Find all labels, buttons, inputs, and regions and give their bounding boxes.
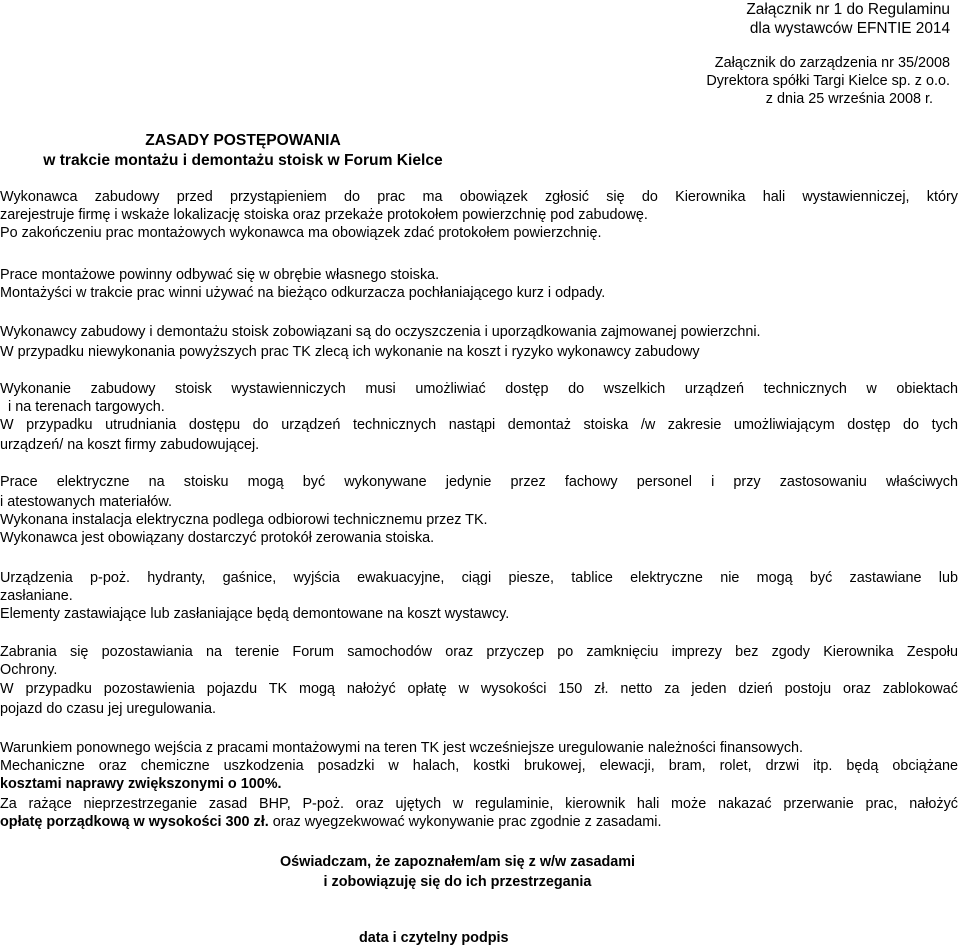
title-line-2: w trakcie montażu i demontażu stoisk w Forum Kielce: [43, 152, 443, 169]
title-line-1: ZASADY POSTĘPOWANIA: [145, 132, 341, 149]
p5-line-1: Prace elektryczne na stoisku mogą być wykonywane jedynie przez fachowy personel i przy zastosowaniu właściwych: [0, 474, 958, 490]
p5-line-3: Wykonana instalacja elektryczna podlega odbiorowi technicznemu przez TK.: [0, 512, 488, 528]
p5-line-4: Wykonawca jest obowiązany dostarczyć protokół zerowania stoiska.: [0, 530, 435, 546]
p3-line-1: Wykonawcy zabudowy i demontażu stoisk zobowiązani są do oczyszczenia i uporządkowania zajmowanej powierzchni.: [0, 324, 761, 340]
p6-line-2: zasłaniane.: [0, 588, 73, 604]
p1-line-2: zarejestruje firmę i wskaże lokalizację stoiska oraz przekaże protokołem powierzchnię pod zabudowę.: [0, 207, 648, 223]
p6-line-3: Elementy zastawiające lub zasłaniające będą demontowane na koszt wystawcy.: [0, 606, 510, 622]
annex-header: [450, 0, 950, 38]
p8-line-2: Mechaniczne oraz chemiczne uszkodzenia posadzki w halach, kostki brukowej, elewacji, bram, rolet, drzwi itp. będą obciążane: [0, 758, 958, 774]
p6-line-1: Urządzenia p-poż. hydranty, gaśnice, wyjścia ewakuacyjne, ciągi piesze, tablice elektryczne nie mogą być zastawiane lub: [0, 570, 958, 586]
annex-line-2: dla wystawców EFNTIE 2014: [749, 20, 950, 37]
p7-line-4: pojazd do czasu jej uregulowania.: [0, 701, 217, 717]
p8-line-3: kosztami naprawy zwiększonymi o 100%.: [0, 776, 282, 792]
p8-line-5-rest: oraz wyegzekwować wykonywanie prac zgodnie z zasadami.: [268, 814, 662, 830]
declaration-line-1: Oświadczam, że zapoznałem/am się z w/w zasadami: [279, 854, 636, 870]
title-lines: [0, 131, 960, 171]
declaration-line-2: i zobowiązuję się do ich przestrzegania: [323, 874, 592, 890]
p8-line-4: Za rażące nieprzestrzeganie zasad BHP, P-poż. oraz ujętych w regulaminie, kierownik hali może nakazać przerwanie prac, nałożyć: [0, 796, 958, 812]
p7-line-2: Ochrony.: [0, 662, 58, 678]
p4-line-4: urządzeń/ na koszt firmy zabudowującej.: [0, 437, 260, 453]
p5-line-2: i atestowanych materiałów.: [0, 494, 172, 510]
p4-line-3: W przypadku utrudniania dostępu do urządzeń technicznych nastąpi demontaż stoiska /w zakresie umożliwiającym dostęp do tych: [0, 417, 958, 433]
order-line-3: z dnia 25 września 2008 r.: [765, 91, 933, 107]
signature-label: data i czytelny podpis: [359, 930, 509, 946]
order-header: [450, 54, 950, 108]
p2-line-1: Prace montażowe powinny odbywać się w obrębie własnego stoiska.: [0, 267, 440, 283]
p8-line-1: Warunkiem ponownego wejścia z pracami montażowymi na teren TK jest wcześniejsze uregulowanie należności finansowych.: [0, 740, 804, 756]
p4-line-1: Wykonanie zabudowy stoisk wystawienniczych musi umożliwiać dostęp do wszelkich urządzeń technicznych w obiektach: [0, 381, 958, 397]
p8-line-5-bold: opłatę porządkową w wysokości 300 zł.: [0, 814, 269, 830]
p4-line-2: i na terenach targowych.: [8, 399, 165, 415]
p1-line-3: Po zakończeniu prac montażowych wykonawca ma obowiązek zdać protokołem powierzchnię.: [0, 225, 602, 241]
p7-line-1: Zabrania się pozostawiania na terenie Forum samochodów oraz przyczep po zamknięciu imprezy bez zgody Kierownika Zespołu: [0, 644, 958, 660]
annex-line-1: Załącznik nr 1 do Regulaminu: [746, 1, 950, 18]
order-line-2: Dyrektora spółki Targi Kielce sp. z o.o.: [706, 73, 950, 89]
p3-line-2: W przypadku niewykonania powyższych prac TK zlecą ich wykonanie na koszt i ryzyko wykonawcy zabudowy: [0, 344, 700, 360]
p8-line-5: [0, 813, 661, 831]
p7-line-3: W przypadku pozostawienia pojazdu TK mogą nałożyć opłatę w wysokości 150 zł. netto za jeden dzień postoju oraz zablokować: [0, 681, 958, 697]
p1-line-1: Wykonawca zabudowy przed przystąpieniem do prac ma obowiązek zgłosić się do Kierownika hali wystawienniczej, który: [0, 189, 958, 205]
declaration: [0, 852, 915, 892]
order-line-1: Załącznik do zarządzenia nr 35/2008: [714, 55, 950, 71]
p2-line-2: Montażyści w trakcie prac winni używać na bieżąco odkurzacza pochłaniającego kurz i odpady.: [0, 285, 606, 301]
